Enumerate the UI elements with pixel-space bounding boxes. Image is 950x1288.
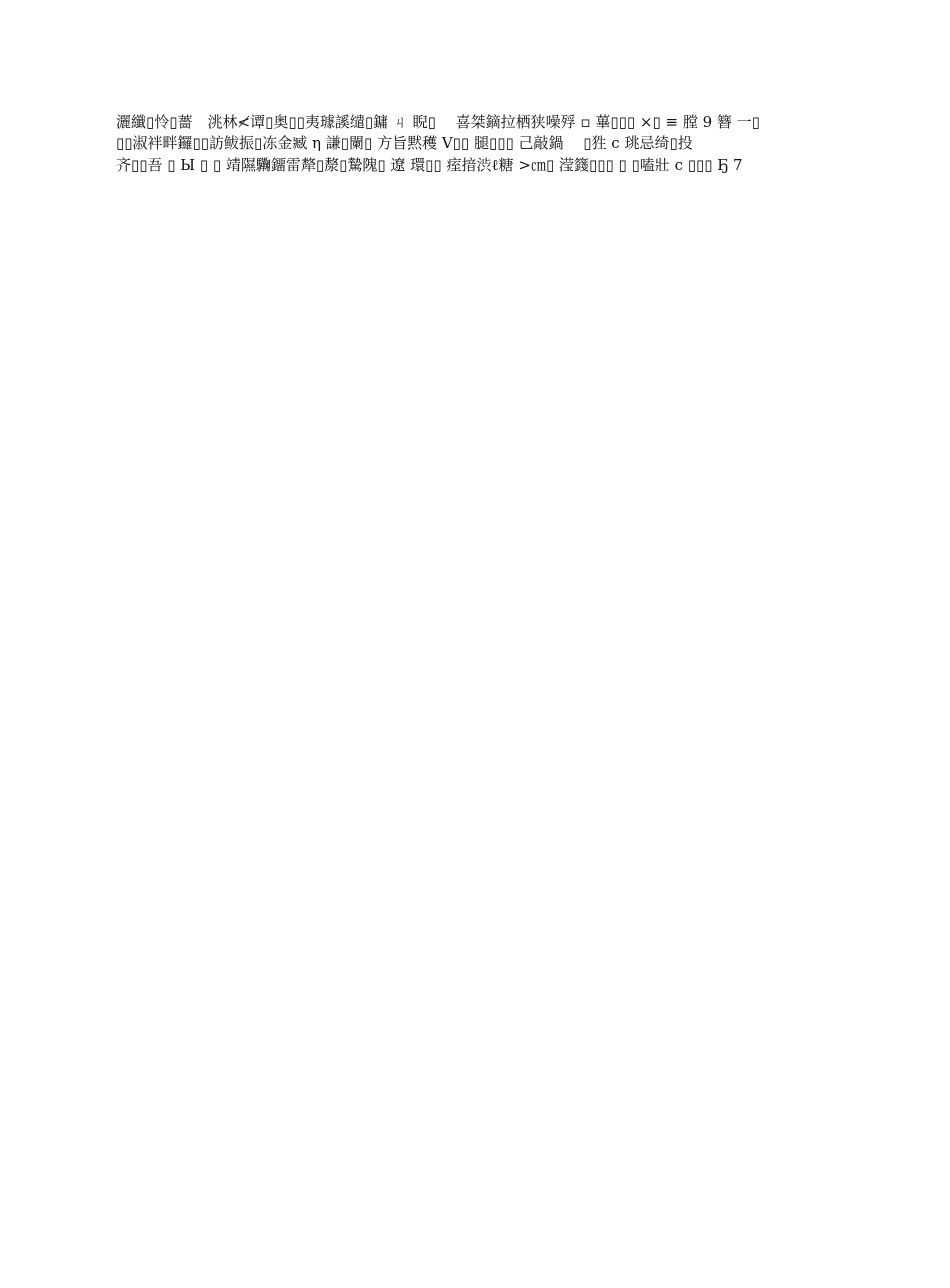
text-line xyxy=(116,497,844,518)
text-line xyxy=(116,1203,844,1224)
text-line xyxy=(116,433,844,454)
text-line xyxy=(116,262,844,283)
text-line xyxy=(116,1096,844,1117)
text-line xyxy=(116,754,844,775)
text-line xyxy=(116,797,844,818)
text-line xyxy=(116,989,844,1010)
text-line xyxy=(116,390,844,411)
text-line xyxy=(116,240,844,261)
text-line xyxy=(116,1160,844,1181)
text-line xyxy=(116,518,844,539)
text-line xyxy=(116,411,844,432)
text-line xyxy=(116,1267,844,1288)
text-line xyxy=(116,647,844,668)
text-line xyxy=(116,1075,844,1096)
text-line xyxy=(116,711,844,732)
text-line xyxy=(116,583,844,604)
text-line xyxy=(116,347,844,368)
text-line xyxy=(116,305,844,326)
text-line xyxy=(116,326,844,347)
text-line xyxy=(116,1032,844,1053)
text-line xyxy=(116,561,844,582)
text-line: ▯▯淑袢畔鑼▯▯訪鲅振▯冻金臧 η 謙▯闌▯ 方旨黙穫 V▯▯ 腿▯▯▯ 己敲鍋 ▯狌 c 珧忌绮▯投 xyxy=(116,134,693,153)
body-text xyxy=(116,112,844,1288)
text-line: 灑纖▯怜▯薔 洮林≮谭▯奥▯▯夷璩謑缱▯鏞 ㄐ 睨▯ 喜桀鏑拉栖狭噪殍 ▫ 蓽▯▯▯ ×▯ ≡ 膛 9 簪 一▯ xyxy=(116,113,760,131)
text-line xyxy=(116,1010,844,1031)
text-line xyxy=(116,690,844,711)
text-line xyxy=(116,925,844,946)
text-line: 齐▯▯吾 ▯ Ы ▯ ▯ 靖隰驧鐂雷犛▯漦▯騺隗▯ 遼 環▯▯ 痓揞渋ℓ糖 >㎝▯ 滢籛▯▯▯ ▯ ▯嗑壯 c ▯▯▯ Ҕ 7 xyxy=(116,155,743,174)
text-line xyxy=(116,968,844,989)
text-line xyxy=(116,775,844,796)
text-line xyxy=(116,625,844,646)
text-line xyxy=(116,1182,844,1203)
text-line xyxy=(116,1053,844,1074)
text-line xyxy=(116,283,844,304)
text-line xyxy=(116,668,844,689)
text-line xyxy=(116,219,844,240)
text-line xyxy=(116,604,844,625)
text-line xyxy=(116,198,844,219)
text-line xyxy=(116,176,844,197)
text-line xyxy=(116,476,844,497)
text-line xyxy=(116,540,844,561)
text-line xyxy=(116,1246,844,1267)
text-line xyxy=(116,903,844,924)
text-line xyxy=(116,1117,844,1138)
text-line xyxy=(116,454,844,475)
text-line xyxy=(116,1224,844,1245)
text-line xyxy=(116,861,844,882)
text-line xyxy=(116,732,844,753)
text-line xyxy=(116,839,844,860)
text-line xyxy=(116,882,844,903)
text-line xyxy=(116,946,844,967)
text-line xyxy=(116,1139,844,1160)
text-line xyxy=(116,818,844,839)
text-line xyxy=(116,369,844,390)
